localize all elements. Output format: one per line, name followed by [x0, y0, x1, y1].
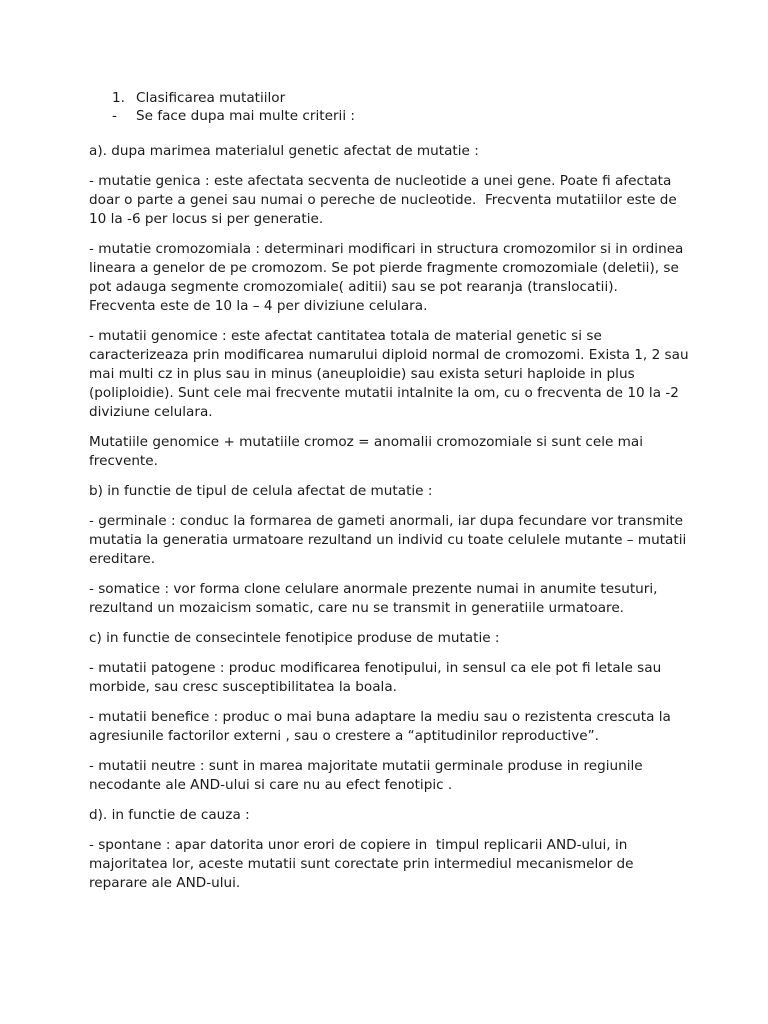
document-page	[89, 90, 693, 904]
section-heading-b: b) in functie de tipul de celula afectat de mutatie :	[89, 483, 433, 499]
paragraph-mutatie-cromozomiala: - mutatie cromozomiala : determinari modificari in structura cromozomilor si in ordinea lineara a genelor de pe cromozom. Se pot pierde fragmente cromozomiale (deletii), se pot adauga segmente cromozomiale( aditii) sau se pot rearanja (translocatii). Frecventa este de 10 la – 4 per diviziune celulara.	[89, 241, 688, 314]
list-marker: 1.	[112, 90, 125, 106]
section-heading-c: c) in functie de consecintele fenotipice produse de mutatie :	[89, 630, 500, 646]
list-item-text: Se face dupa mai multe criterii :	[136, 107, 356, 124]
paragraph-summary: Mutatiile genomice + mutatiile cromoz = anomalii cromozomiale si sunt cele mai frecvente.	[89, 434, 648, 469]
list-item	[89, 108, 689, 126]
paragraph-patogene: - mutatii patogene : produc modificarea fenotipului, in sensul ca ele pot fi letale sau morbide, sau cresc susceptibilitatea la boala.	[89, 660, 666, 695]
paragraph-benefice: - mutatii benefice : produc o mai buna adaptare la mediu sau o rezistenta crescuta la agresiunile factorilor externi , sau o crestere a “aptitudinilor reproductive”.	[89, 709, 676, 744]
paragraph-neutre: - mutatii neutre : sunt in marea majoritate mutatii germinale produse in regiunile necodante ale AND-ului si care nu au efect fenotipic .	[89, 758, 647, 793]
paragraph-somatice: - somatice : vor forma clone celulare anormale prezente numai in anumite tesuturi, rezultand un mozaicism somatic, care nu se transmit in generatiile urmatoare.	[89, 581, 662, 616]
paragraph-spontane: - spontane : apar datorita unor erori de copiere in timpul replicarii AND-ului, in majoritatea lor, aceste mutatii sunt corectate prin intermediul mecanismelor de reparare ale AND-ului.	[89, 837, 638, 891]
paragraph-mutatie-genica: - mutatie genica : este afectata secventa de nucleotide a unei gene. Poate fi afectata doar o parte a genei sau numai o pereche de nucleotide. Frecventa mutatiilor este de 10 la -6 per locus si per generatie.	[89, 173, 682, 227]
list-item	[89, 90, 689, 108]
list-item-text: Clasificarea mutatiilor	[136, 90, 286, 106]
section-heading-d: d). in functie de cauza :	[89, 807, 250, 823]
section-heading-a: a). dupa marimea materialul genetic afectat de mutatie :	[89, 143, 479, 159]
list-marker: -	[112, 107, 117, 124]
heading-list	[89, 90, 689, 125]
paragraph-mutatii-genomice: - mutatii genomice : este afectat cantitatea totala de material genetic si se caracterizeaza prin modificarea numarului diploid normal de cromozomi. Exista 1, 2 sau mai multi cz in plus sau in minus (aneuploidie) sau exista seturi haploide in plus (poliploidie). Sunt cele mai frecvente mutatii intalnite la om, cu o frecventa de 10 la -2 diviziune celulara.	[89, 328, 693, 420]
paragraph-germinale: - germinale : conduc la formarea de gameti anormali, iar dupa fecundare vor transmite mutatia la generatia urmatoare rezultand un individ cu toate celulele mutante – mutatii ereditare.	[89, 513, 691, 567]
